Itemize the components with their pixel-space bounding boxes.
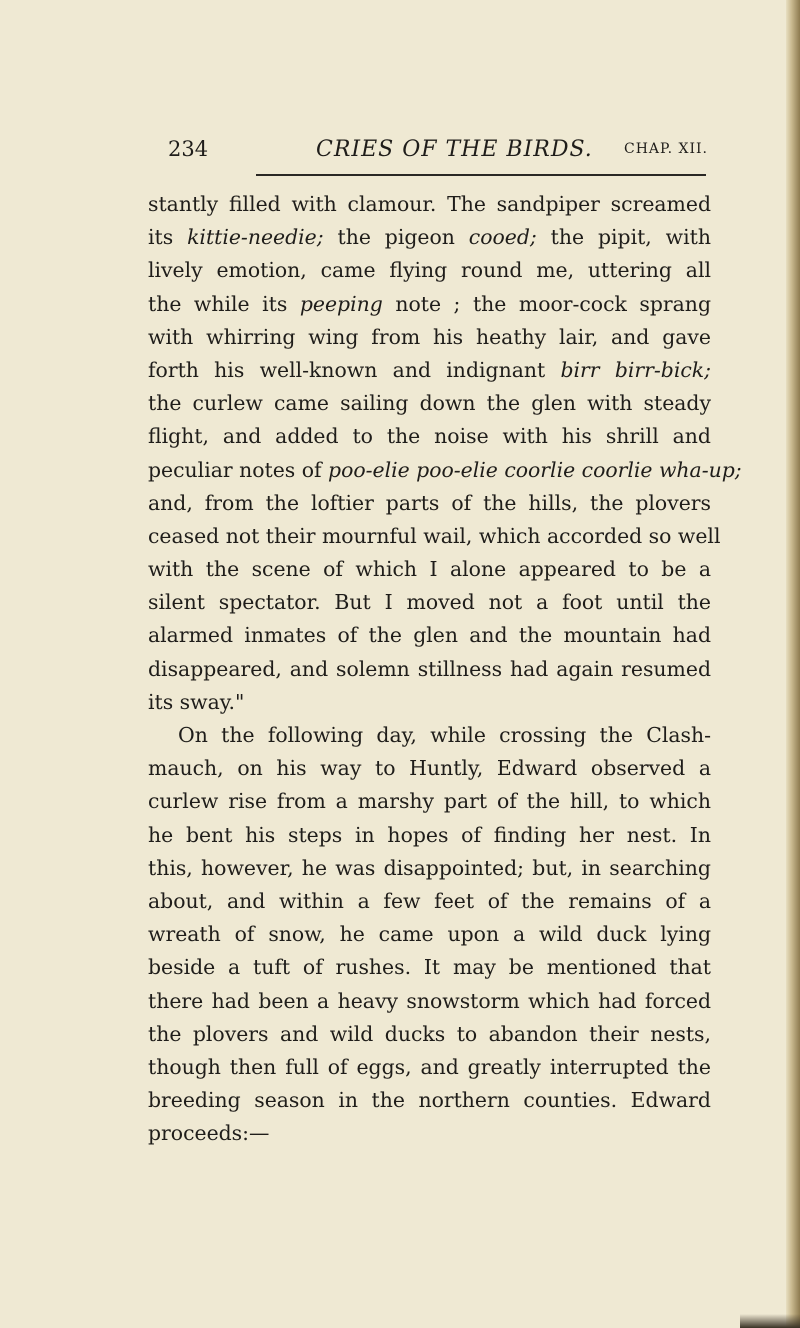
text-line [148,387,711,420]
text-segment: curlew rise from a marshy part of the hill, to which [148,789,711,814]
text-line [148,553,711,586]
text-segment: the curlew came sailing down the glen with steady [148,391,711,416]
text-segment: peculiar notes of [148,457,329,482]
text-segment: the pipit, with [536,225,711,250]
text-line [148,520,721,553]
text-line [148,785,711,818]
italic-term: birr birr-bick; [560,357,711,382]
text-line [148,985,711,1018]
text-segment: flight, and added to the noise with his shrill and [148,424,711,449]
text-segment: forth his well-known and indignant [148,357,561,382]
italic-term: kittie-needie; [187,225,324,250]
text-line [148,852,711,885]
text-segment: stantly filled with clamour. The sandpiper screamed [148,192,711,216]
italic-term: poo-elie poo-elie coorlie coorlie wha-up; [328,457,742,482]
text-line [148,1051,711,1084]
text-segment: and, from the loftier parts of the hills, the plovers [148,490,711,515]
text-segment: the while its [148,291,300,316]
italic-term: cooed; [468,225,537,250]
text-line [148,819,711,852]
text-segment: he bent his steps in hopes of finding her nest. In [148,822,711,847]
chapter-label: CHAP. XII. [624,141,708,157]
text-line [148,221,711,254]
text-segment: the plovers and wild ducks to abandon their nests, [148,1021,711,1046]
text-segment: lively emotion, came flying round me, uttering all [148,258,711,283]
text-segment: the pigeon [323,225,469,250]
text-segment: its sway." [148,689,245,714]
text-segment: this, however, he was disappointed; but, in searching [148,855,711,880]
text-line [148,653,711,686]
text-line [148,686,711,719]
text-segment: wreath of snow, he came upon a wild duck lying [148,922,711,947]
text-segment: ceased not their mournful wail, which accorded so well [148,523,721,548]
body-text [148,188,742,1150]
text-segment: alarmed inmates of the glen and the mountain had [148,623,711,648]
text-line [148,1084,711,1117]
header-rule [256,174,706,176]
text-segment: note ; the moor-cock sprang [382,291,711,316]
text-segment: proceeds:— [148,1121,270,1146]
text-line [148,951,711,984]
text-line [148,254,711,287]
text-segment: mauch, on his way to Huntly, Edward observed a [148,756,711,781]
text-segment: about, and within a few feet of the remains of a [148,888,711,913]
text-line [148,354,711,387]
text-line [148,1018,711,1051]
page-edge-shadow [786,0,800,1328]
text-segment: its [148,225,188,250]
text-line [148,420,711,453]
text-segment: silent spectator. But I moved not a foot until the [148,590,711,615]
running-title: CRIES OF THE BIRDS. [316,137,593,162]
text-line [148,487,711,520]
text-segment: with the scene of which I alone appeared to be a [148,557,711,582]
text-segment: On the following day, while crossing the Clash- [178,723,711,747]
page-corner-shadow [740,1314,800,1328]
text-line [148,752,711,785]
text-line [148,1117,711,1150]
text-line [148,188,711,221]
page-header [168,137,708,167]
text-segment: there had been a heavy snowstorm which had forced [148,988,711,1013]
text-line [148,885,711,918]
text-line [148,321,711,354]
text-segment: beside a tuft of rushes. It may be mentioned that [148,955,711,980]
text-line [148,454,742,487]
text-segment: though then full of eggs, and greatly interrupted the [148,1054,711,1079]
text-line [148,918,711,951]
text-line [148,288,711,321]
italic-term: peeping [299,291,383,316]
text-segment: breeding season in the northern counties. Edward [148,1088,711,1113]
text-line [148,586,711,619]
text-line [148,619,711,652]
text-segment: with whirring wing from his heathy lair, and gave [148,324,711,349]
page-number: 234 [168,137,209,161]
text-segment: disappeared, and solemn stillness had again resumed [148,656,711,681]
text-line [148,719,711,752]
